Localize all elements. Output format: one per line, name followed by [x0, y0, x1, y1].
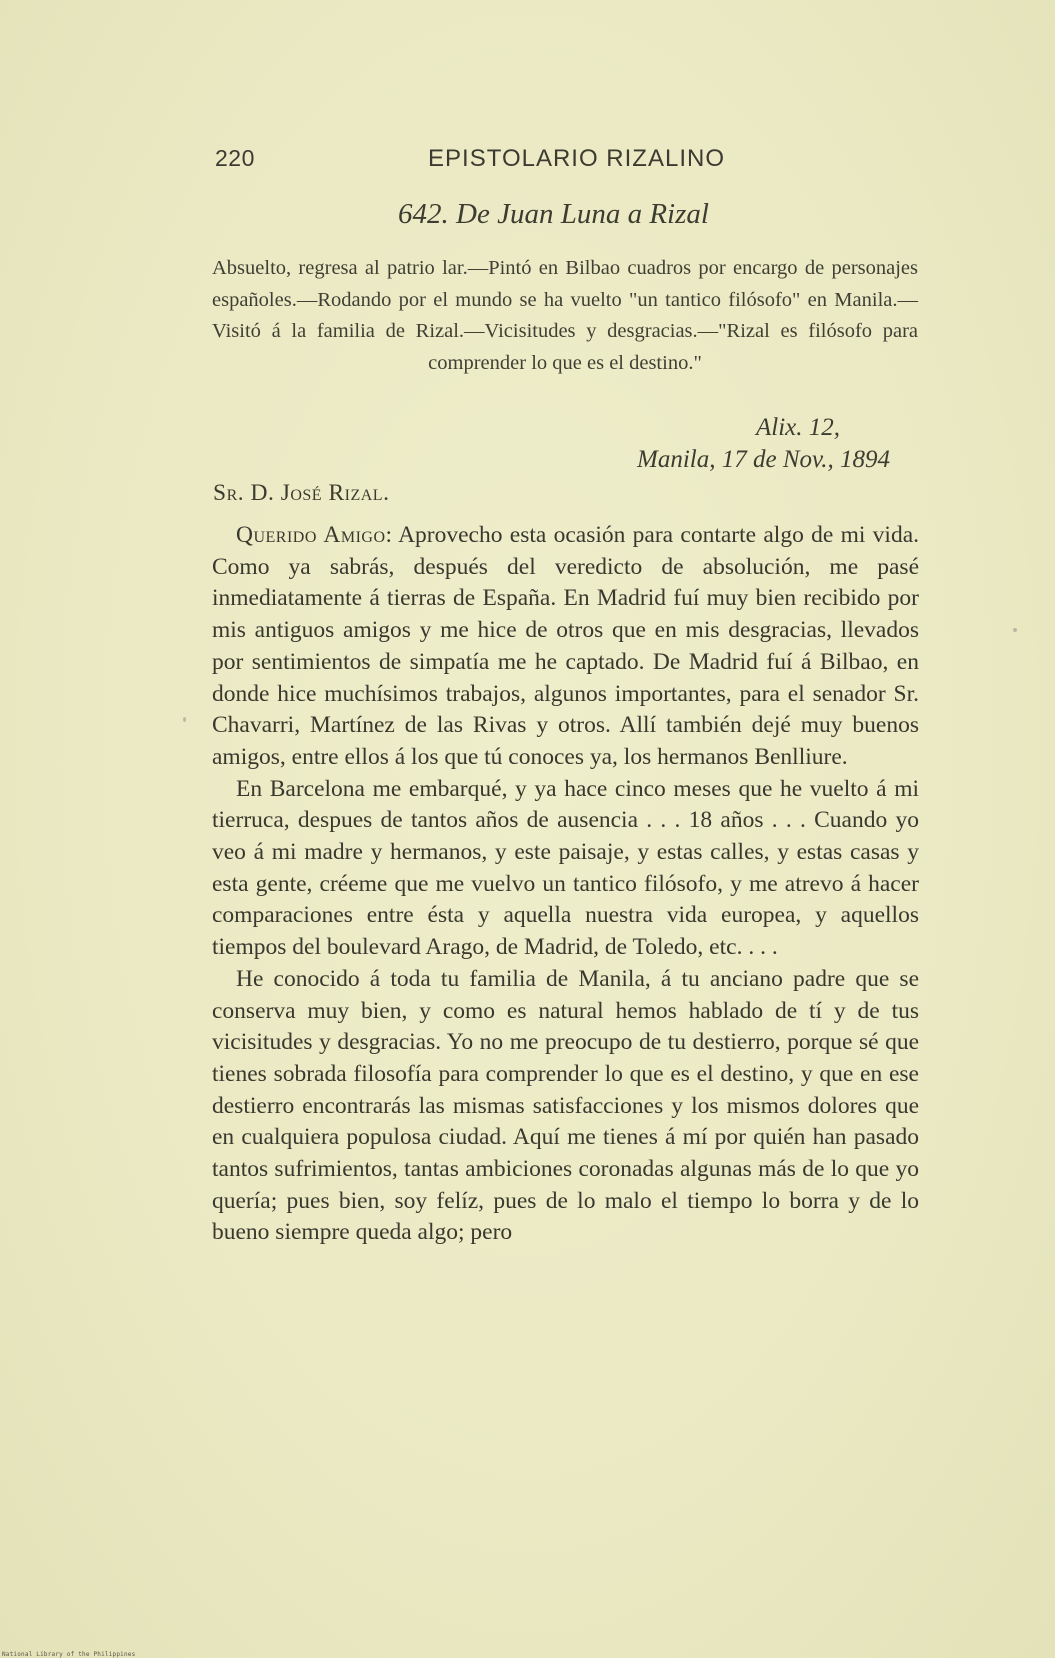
dateline [637, 412, 890, 476]
letter-summary [212, 253, 918, 379]
dateline-place: Alix. 12, [755, 414, 840, 441]
letter-title: 642. De Juan Luna a Rizal [398, 198, 709, 230]
summary-text: Absuelto, regresa al patrio lar.—Pintó en Bilbao cuadros por encargo de personajes españoles.—Rodando por el mundo se ha vuelto "un tantico filósofo" en Manila.—Visitó á la familia de Rizal.—Vicisitudes y desgracias.—"Rizal es filósofo para comprender lo que es el destino." [212, 257, 918, 374]
paper-speck [183, 717, 186, 722]
library-credit: National Library of the Philippines [2, 1651, 136, 1658]
salutation: Querido Amigo [236, 522, 386, 548]
dateline-date: Manila, 17 de Nov., 1894 [637, 446, 890, 473]
paragraph-text: : Aprovecho esta ocasión para contarte algo de mi vida. Como ya sabrás, después del veredicto de absolución, me pasé inmediatamente á tierras de España. En Madrid fuí muy bien recibido por mis antiguos amigos y me hice de otros que en mis desgracias, llevados por sentimientos de simpatía me he captado. De Madrid fuí á Bilbao, en donde hice muchísimos trabajos, algunos importantes, para el senador Sr. Chavarri, Martínez de las Rivas y otros. Allí también dejé muy buenos amigos, entre ellos á los que tú conoces ya, los hermanos Benlliure. [212, 522, 920, 770]
page-number: 220 [215, 145, 255, 171]
body-paragraph [212, 520, 919, 774]
body-paragraph: En Barcelona me embarqué, y ya hace cinco meses que he vuelto á mi tierruca, despues de tantos años de ausencia . . . 18 años . . . Cuando yo veo á mi madre y hermanos, y este paisaje, y estas calles, y estas casas y esta gente, créeme que me vuelvo un tantico filósofo, y me atrevo á hacer comparaciones entre ésta y aquella nuestra vida europea, y aquellos tiempos del boulevard Arago, de Madrid, de Toledo, etc. . . . [212, 775, 919, 961]
page-header [215, 145, 725, 181]
addressee: Sr. D. José Rizal. [213, 480, 390, 506]
body-paragraph: He conocido á toda tu familia de Manila, á tu anciano padre que se conserva muy bien, y como es natural hemos hablado de tí y de tus vicisitudes y desgracias. Yo no me preocupo de tu destierro, porque sé que tienes sobrada filosofía para comprender lo que es el destino, y que en ese destierro encontrarás las mismas satisfacciones y los mismos dolores que en cualquiera populosa ciudad. Aquí me tienes á mí por quién han pasado tantos sufrimientos, tantas ambiciones coronadas algunas más de lo que yo quería; pues bien, soy felíz, pues de lo malo el tiempo lo borra y de lo bueno siempre queda algo; pero [212, 965, 919, 1246]
running-title: EPISTOLARIO RIZALINO [428, 145, 725, 172]
letter-body [212, 520, 919, 1249]
paper-speck [1013, 628, 1017, 632]
